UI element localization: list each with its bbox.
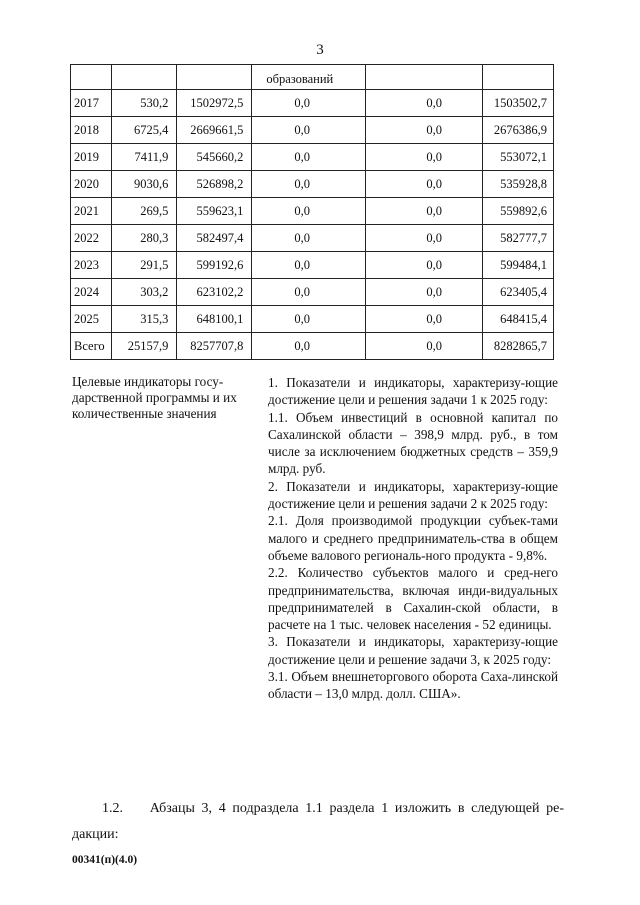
- table-cell: 553072,1: [483, 144, 554, 171]
- table-cell: 2018: [71, 117, 112, 144]
- table-row: [71, 117, 554, 144]
- table-cell: 559623,1: [177, 198, 252, 225]
- table-cell: образований: [252, 65, 366, 90]
- table-cell: 0,0: [366, 333, 483, 360]
- table-cell: 2022: [71, 225, 112, 252]
- table-cell: 526898,2: [177, 171, 252, 198]
- table-cell: 648100,1: [177, 306, 252, 333]
- table-cell: 582777,7: [483, 225, 554, 252]
- table-cell: 623102,2: [177, 279, 252, 306]
- table-cell: Всего: [71, 333, 112, 360]
- table-cell: [177, 65, 252, 90]
- table-cell: 2024: [71, 279, 112, 306]
- table-cell: 582497,4: [177, 225, 252, 252]
- table-cell: 0,0: [252, 198, 366, 225]
- table-cell: 2019: [71, 144, 112, 171]
- table-cell: 303,2: [112, 279, 177, 306]
- table-row: [71, 279, 554, 306]
- table-cell: 0,0: [252, 90, 366, 117]
- table-cell: 1502972,5: [177, 90, 252, 117]
- table-cell: 559892,6: [483, 198, 554, 225]
- table-cell: 0,0: [366, 306, 483, 333]
- table-cell: [112, 65, 177, 90]
- amendment-paragraph: [72, 796, 564, 848]
- table-cell: 530,2: [112, 90, 177, 117]
- table-row: [71, 171, 554, 198]
- amendment-number: 1.2.: [102, 801, 123, 816]
- table-cell: [71, 65, 112, 90]
- table-cell: 2023: [71, 252, 112, 279]
- table-cell: 535928,8: [483, 171, 554, 198]
- table-cell: 0,0: [252, 144, 366, 171]
- table-cell: 0,0: [366, 90, 483, 117]
- funding-table: [70, 64, 554, 360]
- table-cell: 648415,4: [483, 306, 554, 333]
- document-code: 00341(п)(4.0): [72, 854, 138, 866]
- table-cell: 0,0: [366, 198, 483, 225]
- table-row: [71, 144, 554, 171]
- table-cell: 2669661,5: [177, 117, 252, 144]
- table-cell: 0,0: [252, 252, 366, 279]
- table-cell: 8257707,8: [177, 333, 252, 360]
- table-cell: 545660,2: [177, 144, 252, 171]
- table-cell: 0,0: [366, 144, 483, 171]
- table-cell: 1503502,7: [483, 90, 554, 117]
- table-cell: 2021: [71, 198, 112, 225]
- page-number: 3: [316, 42, 324, 58]
- table-cell: 599484,1: [483, 252, 554, 279]
- indicators-label: Целевые индикаторы госу-дарственной программы и их количественные значения: [72, 374, 237, 421]
- table-cell: 9030,6: [112, 171, 177, 198]
- table-row: [71, 252, 554, 279]
- table-cell: 623405,4: [483, 279, 554, 306]
- indicator-paragraph: 3.1. Объем внешнеторгового оборота Саха-линской области – 13,0 млрд. долл. США».: [268, 669, 558, 702]
- table-cell: 0,0: [252, 279, 366, 306]
- table-cell: [483, 65, 554, 90]
- table-cell: 2017: [71, 90, 112, 117]
- table-cell: 8282865,7: [483, 333, 554, 360]
- table-cell: 2020: [71, 171, 112, 198]
- indicator-paragraph: 2.1. Доля производимой продукции субъек-тами малого и среднего предприниматель-ства в общем объеме валового региональ-ного продукта - 9,8%.: [268, 513, 558, 563]
- table-cell: 0,0: [252, 306, 366, 333]
- table-cell: 0,0: [252, 225, 366, 252]
- table-row: [71, 198, 554, 225]
- table-cell: 0,0: [252, 117, 366, 144]
- table-cell: 0,0: [366, 225, 483, 252]
- table-cell: 2025: [71, 306, 112, 333]
- table-cell: 315,3: [112, 306, 177, 333]
- table-cell: 2676386,9: [483, 117, 554, 144]
- indicator-paragraph: 3. Показатели и индикаторы, характеризу-ющие достижение цели и решение задачи 3, к 2025 году:: [268, 634, 558, 667]
- table-row: [71, 333, 554, 360]
- table-cell: 0,0: [366, 171, 483, 198]
- indicator-paragraph: 2. Показатели и индикаторы, характеризу-ющие достижение цели и решения задачи 2 к 2025 году:: [268, 478, 558, 512]
- amendment-text: Абзацы 3, 4 подраздела 1.1 раздела 1 изложить в следующей ре-дакции:: [72, 801, 565, 842]
- table-cell: 0,0: [366, 252, 483, 279]
- table-cell: 291,5: [112, 252, 177, 279]
- table-cell: 7411,9: [112, 144, 177, 171]
- indicator-paragraph: 1.1. Объем инвестиций в основной капитал по Сахалинской области – 398,9 млрд. руб., в том числе за исключением бюджетных средств – 359,9 млрд. руб.: [268, 409, 558, 477]
- table-cell: 0,0: [252, 333, 366, 360]
- table-cell: 269,5: [112, 198, 177, 225]
- table-cell: 25157,9: [112, 333, 177, 360]
- table-row: [71, 306, 554, 333]
- table-header-row: [71, 65, 554, 90]
- indicator-paragraph: 1. Показатели и индикаторы, характеризу-ющие достижение цели и решения задачи 1 к 2025 году:: [268, 375, 558, 408]
- table-cell: [366, 65, 483, 90]
- table-cell: 599192,6: [177, 252, 252, 279]
- table-cell: 280,3: [112, 225, 177, 252]
- table-cell: 0,0: [366, 279, 483, 306]
- table-cell: 6725,4: [112, 117, 177, 144]
- indicators-text: [268, 374, 558, 703]
- table-cell: 0,0: [366, 117, 483, 144]
- table-row: [71, 90, 554, 117]
- table-row: [71, 225, 554, 252]
- table-cell: 0,0: [252, 171, 366, 198]
- indicator-paragraph: 2.2. Количество субъектов малого и сред-него предпринимательства, включая инди-видуальных предпринимателей в Сахалин-ской области, в расчете на 1 тыс. человек населения - 52 единицы.: [268, 565, 558, 633]
